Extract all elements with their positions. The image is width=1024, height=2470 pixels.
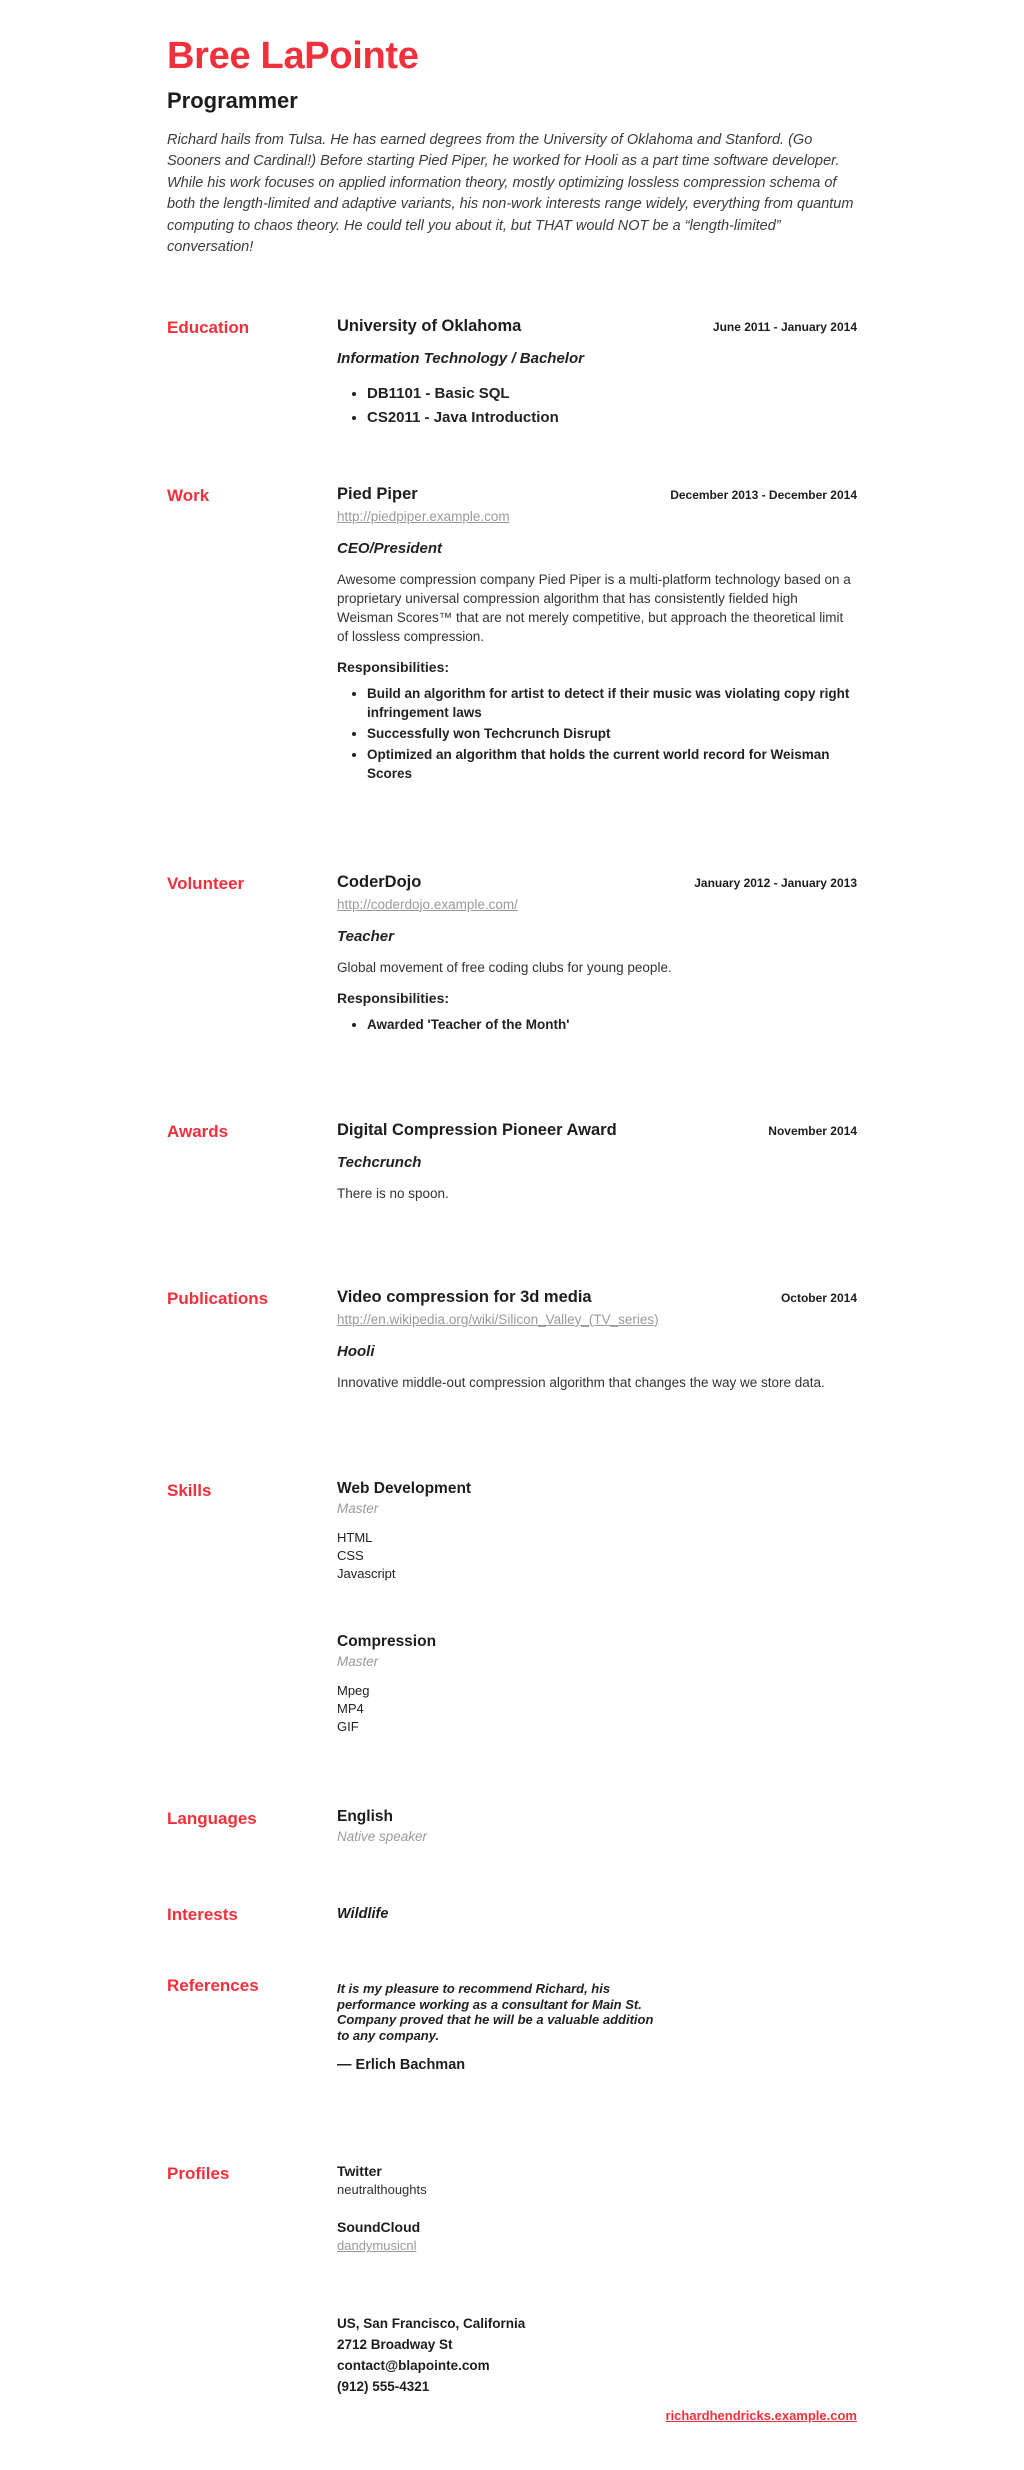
- section-contact: [167, 2313, 857, 2397]
- work-entry: [337, 485, 857, 783]
- volunteer-entry-header: [337, 873, 857, 892]
- section-heading-work: Work: [167, 485, 210, 505]
- work-position: CEO/President: [337, 539, 443, 557]
- profile-entry-twitter: [337, 2163, 857, 2197]
- publication-entry: [337, 1288, 857, 1392]
- section-heading-languages: Languages: [167, 1808, 257, 1828]
- education-area-degree: Information Technology / Bachelor: [337, 349, 584, 367]
- education-body: [337, 317, 857, 432]
- contact-location: US, San Francisco, California: [337, 2316, 526, 2332]
- languages-body: [337, 1808, 857, 1844]
- skill-keyword: Mpeg: [337, 1682, 370, 1698]
- skill-group: [337, 1633, 857, 1736]
- website-link[interactable]: richardhendricks.example.com: [665, 2408, 857, 2424]
- education-entry: [337, 317, 857, 427]
- work-date: December 2013 - December 2014: [670, 487, 857, 502]
- skill-keyword-list: [337, 1682, 857, 1736]
- work-highlight: • Optimized an algorithm that holds the current world record for Weisman Scores: [367, 745, 857, 783]
- volunteer-highlight: • Awarded 'Teacher of the Month': [367, 1015, 857, 1034]
- skill-level: Master: [337, 1500, 379, 1516]
- contact-body: [337, 2313, 857, 2397]
- reference-quote: It is my pleasure to recommend Richard, his performance working as a consultant for Main St. Company proved that he will be a valuable addition to any company.: [337, 1981, 654, 2043]
- volunteer-date: January 2012 - January 2013: [694, 875, 857, 890]
- interest-name: Wildlife: [337, 1905, 389, 1922]
- section-work: [167, 485, 857, 785]
- person-name: Bree LaPointe: [167, 35, 419, 77]
- publication-url-link[interactable]: http://en.wikipedia.org/wiki/Silicon_Valley_(TV_series): [337, 1311, 659, 1327]
- volunteer-entry: [337, 873, 857, 1034]
- publication-date: October 2014: [780, 1290, 857, 1305]
- section-heading-awards: Awards: [167, 1121, 229, 1141]
- contact-email: contact@blapointe.com: [337, 2358, 490, 2374]
- award-entry-header: [337, 1121, 857, 1140]
- section-volunteer: [167, 873, 857, 1036]
- section-heading-interests: Interests: [167, 1904, 238, 1924]
- profile-username: neutralthoughts: [337, 2182, 427, 2198]
- volunteer-position: Teacher: [337, 927, 394, 945]
- award-title: Digital Compression Pioneer Award: [337, 1120, 617, 1139]
- profile-network: SoundCloud: [337, 2219, 421, 2236]
- work-body: [337, 485, 857, 785]
- references-body: [337, 1975, 857, 2073]
- education-course-list: [337, 384, 857, 427]
- skill-keyword: GIF: [337, 1718, 359, 1734]
- skill-name: Compression: [337, 1632, 437, 1650]
- section-references: [167, 1975, 857, 2073]
- language-fluency: Native speaker: [337, 1828, 428, 1844]
- footer: [167, 2407, 857, 2425]
- section-awards: [167, 1121, 857, 1203]
- volunteer-summary: Global movement of free coding clubs for young people.: [337, 959, 672, 975]
- section-interests: [167, 1904, 857, 1925]
- skill-group: [337, 1480, 857, 1583]
- work-company: Pied Piper: [337, 484, 418, 503]
- section-languages: [167, 1808, 857, 1844]
- volunteer-highlight-list: [337, 1015, 857, 1034]
- section-skills: [167, 1480, 857, 1736]
- interests-body: [337, 1904, 857, 1922]
- person-summary: Richard hails from Tulsa. He has earned degrees from the University of Oklahoma and Stanford. (Go Sooners and Cardinal!) Before starting Pied Piper, he worked for Hooli as a part time software developer. While his work focuses on applied information theory, mostly optimizing lossless compression schema of both the length-limited and adaptive variants, his non-work interests range widely, everything from quantum computing to chaos theory. He could tell you about it, but THAT would NOT be a “length-limited” conversation!: [167, 131, 854, 256]
- award-date: November 2014: [768, 1123, 857, 1138]
- section-heading-publications: Publications: [167, 1288, 269, 1308]
- contact-phone: (912) 555-4321: [337, 2379, 430, 2395]
- publication-entry-header: [337, 1288, 857, 1307]
- section-publications: [167, 1288, 857, 1392]
- volunteer-responsibilities-label: Responsibilities:: [337, 989, 450, 1006]
- work-entry-header: [337, 485, 857, 504]
- work-responsibilities-label: Responsibilities:: [337, 658, 450, 675]
- skill-name: Web Development: [337, 1479, 472, 1497]
- resume-header: [167, 36, 857, 259]
- section-education: [167, 317, 857, 432]
- section-heading-profiles: Profiles: [167, 2164, 230, 2184]
- skill-keyword: MP4: [337, 1700, 364, 1716]
- section-heading-volunteer: Volunteer: [167, 873, 245, 893]
- work-summary: Awesome compression company Pied Piper is a multi-platform technology based on a proprietary universal compression algorithm that has consistently fielded high Weisman Scores™ that are not merely competitive, but approach the theoretical limit of lossless compression.: [337, 571, 851, 644]
- profile-username-link[interactable]: dandymusicnl: [337, 2238, 417, 2254]
- education-date: June 2011 - January 2014: [712, 319, 857, 334]
- volunteer-body: [337, 873, 857, 1036]
- skill-level: Master: [337, 1653, 379, 1669]
- skill-keyword: Javascript: [337, 1565, 396, 1581]
- education-entry-header: [337, 317, 857, 336]
- skill-keyword-list: [337, 1529, 857, 1583]
- publication-name: Video compression for 3d media: [337, 1287, 592, 1306]
- section-profiles: [167, 2163, 857, 2253]
- section-heading-education: Education: [167, 317, 250, 337]
- language-name: English: [337, 1807, 393, 1825]
- education-institution: University of Oklahoma: [337, 316, 522, 335]
- resume-page: [167, 0, 857, 2470]
- work-highlight: • Successfully won Techcrunch Disrupt: [367, 724, 857, 743]
- publications-body: [337, 1288, 857, 1392]
- reference-name: — Erlich Bachman: [337, 2057, 466, 2074]
- profiles-body: [337, 2163, 857, 2253]
- awards-body: [337, 1121, 857, 1203]
- reference-entry: [337, 1975, 857, 2073]
- work-url-link[interactable]: http://piedpiper.example.com: [337, 508, 510, 524]
- skill-keyword: HTML: [337, 1529, 373, 1545]
- course-item: • DB1101 - Basic SQL: [367, 384, 857, 403]
- award-summary: There is no spoon.: [337, 1185, 449, 1201]
- profile-entry-soundcloud: [337, 2219, 857, 2253]
- award-entry: [337, 1121, 857, 1203]
- contact-address: 2712 Broadway St: [337, 2337, 453, 2353]
- award-awarder: Techcrunch: [337, 1153, 422, 1171]
- work-highlight: • Build an algorithm for artist to detect if their music was violating copy right infringement laws: [367, 684, 857, 722]
- person-job-title: Programmer: [167, 87, 298, 113]
- profile-username-wrap: [337, 2238, 857, 2253]
- skills-body: [337, 1480, 857, 1736]
- publication-summary: Innovative middle-out compression algorithm that changes the way we store data.: [337, 1374, 825, 1390]
- skill-keyword: CSS: [337, 1547, 364, 1563]
- language-entry: [337, 1808, 857, 1844]
- volunteer-url-link[interactable]: http://coderdojo.example.com/: [337, 896, 518, 912]
- section-heading-skills: Skills: [167, 1480, 212, 1500]
- section-heading-references: References: [167, 1976, 259, 1996]
- profile-network: Twitter: [337, 2163, 382, 2180]
- publication-publisher: Hooli: [337, 1342, 375, 1360]
- course-item: • CS2011 - Java Introduction: [367, 408, 857, 427]
- work-highlight-list: [337, 684, 857, 783]
- volunteer-organization: CoderDojo: [337, 872, 422, 891]
